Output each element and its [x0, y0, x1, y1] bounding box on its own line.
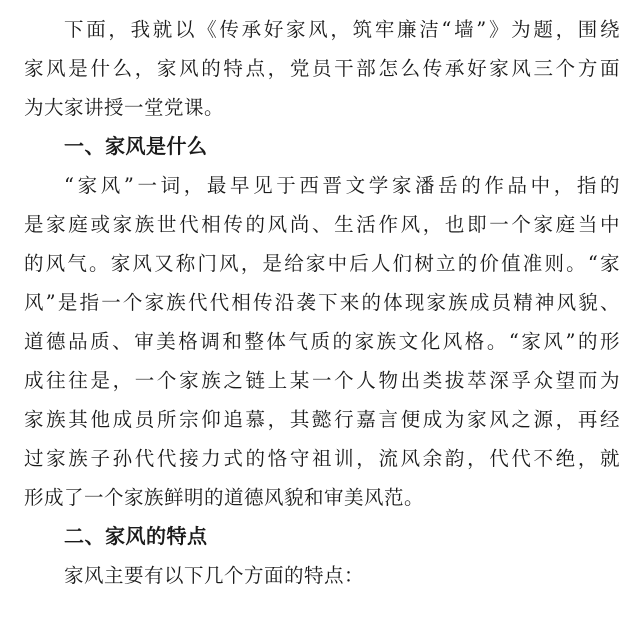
- text-line: “家风”一词，最早见于西晋文学家潘岳的作品中，指的: [64, 174, 620, 197]
- text-line: 家风是什么，家风的特点，党员干部怎么传承好家风三个方面: [24, 57, 620, 80]
- text-line: 是家庭或家族世代相传的风尚、生活作风，也即一个家庭当中: [24, 213, 620, 236]
- text-line: 下面，我就以《传承好家风，筑牢廉洁“墙”》为题，围绕: [64, 18, 620, 41]
- text-line: 道德品质、审美格调和整体气质的家族文化风格。“家风”的形: [24, 330, 620, 353]
- section-heading-family-style-features: 二、家风的特点: [64, 524, 208, 548]
- section1-paragraph: [24, 166, 620, 517]
- text-line: 家风主要有以下几个方面的特点：: [64, 564, 365, 587]
- intro-paragraph: [24, 10, 620, 127]
- section-heading-what-is-family-style: 一、家风是什么: [64, 134, 208, 158]
- section2-paragraph: [24, 556, 620, 595]
- text-line: 过家族子孙代代接力式的恪守祖训，流风余韵，代代不绝，就: [24, 447, 620, 470]
- text-line: 家族其他成员所宗仰追慕，其懿行嘉言便成为家风之源，再经: [24, 408, 620, 431]
- text-line: 形成了一个家族鲜明的道德风貌和审美风范。: [24, 486, 425, 509]
- text-line: 为大家讲授一堂党课。: [24, 96, 225, 119]
- document-page: [24, 10, 620, 595]
- text-line: 成往往是，一个家族之链上某一个人物出类拔萃深孚众望而为: [24, 369, 620, 392]
- text-line: 风”是指一个家族代代相传沿袭下来的体现家族成员精神风貌、: [24, 291, 620, 314]
- text-line: 的风气。家风又称门风，是给家中后人们树立的价值准则。“家: [24, 252, 620, 275]
